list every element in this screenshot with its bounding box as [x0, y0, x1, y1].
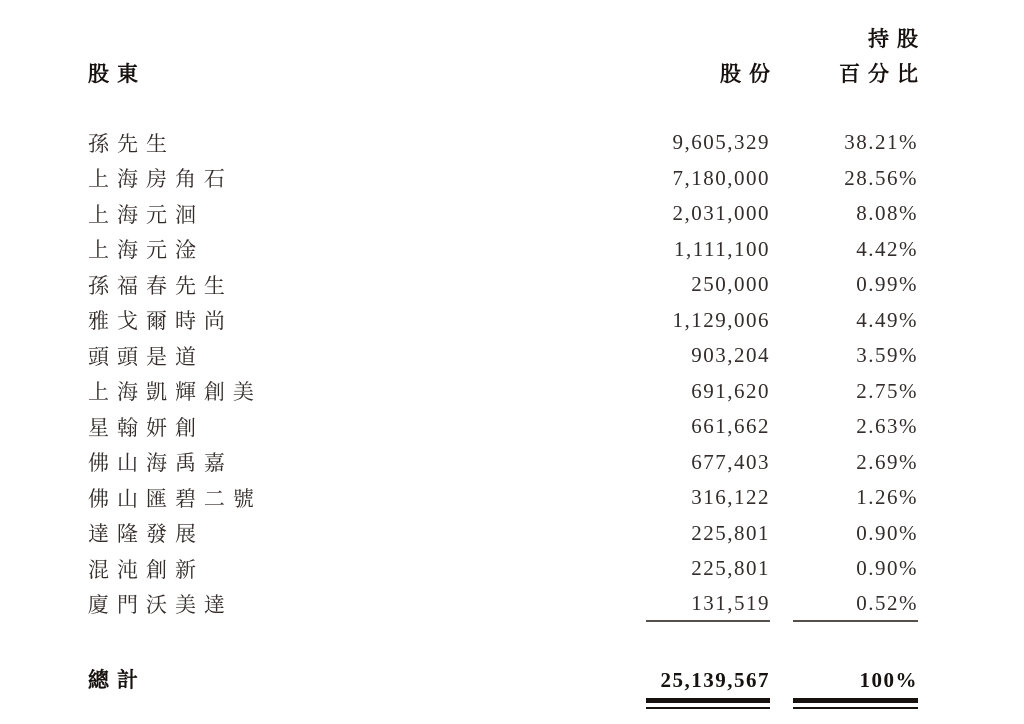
double-rule	[793, 698, 918, 709]
percent-value: 0.52%	[793, 587, 918, 623]
column-header-holding-line2	[793, 58, 926, 88]
shareholder-name: 上海凱輝創美	[88, 380, 262, 405]
table-row	[88, 267, 918, 303]
shares-value: 9,605,329	[672, 130, 770, 155]
table-header-line1	[88, 24, 926, 52]
percent-value: 0.90%	[856, 556, 918, 581]
column-header-shareholder-text: 股東	[88, 62, 146, 86]
shares-value: 903,204	[691, 343, 770, 368]
shareholder-name: 上海房角石	[88, 167, 233, 192]
total-shares-cell	[646, 665, 770, 709]
shareholder-table	[88, 24, 926, 709]
shareholder-name: 星翰妍創	[88, 415, 204, 440]
percent-value: 2.63%	[856, 414, 918, 439]
shares-value: 316,122	[691, 485, 770, 510]
column-header-shares	[646, 58, 778, 88]
total-shares-value: 25,139,567	[660, 668, 770, 692]
shareholder-name: 孫福春先生	[88, 273, 233, 298]
total-percent-value: 100%	[859, 668, 918, 692]
shares-value: 225,801	[691, 556, 770, 581]
shareholder-name: 廈門沃美達	[88, 593, 233, 618]
shares-value: 250,000	[691, 272, 770, 297]
percent-value: 2.75%	[856, 378, 918, 403]
table-row	[88, 196, 918, 232]
shares-value: 661,662	[691, 414, 770, 439]
shareholder-name: 混沌創新	[88, 557, 204, 582]
shareholder-name: 頭頭是道	[88, 344, 204, 369]
percent-value: 1.26%	[856, 485, 918, 510]
table-body	[88, 125, 918, 622]
total-percent-cell	[793, 665, 918, 709]
shares-value: 677,403	[691, 449, 770, 474]
column-header-holding-line1-text: 持股	[868, 27, 926, 51]
total-label: 總計	[88, 668, 146, 692]
table-row	[88, 445, 918, 481]
shares-value: 131,519	[646, 587, 770, 623]
table-row	[88, 587, 918, 623]
percent-value: 0.90%	[856, 520, 918, 545]
shareholder-name: 佛山匯碧二號	[88, 486, 262, 511]
shares-value: 691,620	[691, 378, 770, 403]
table-row	[88, 232, 918, 268]
shareholder-name: 上海元洄	[88, 202, 204, 227]
shareholder-name: 上海元淦	[88, 238, 204, 263]
table-header-line2	[88, 59, 926, 87]
double-rule	[646, 698, 770, 709]
percent-value: 38.21%	[844, 130, 918, 155]
table-row	[88, 161, 918, 197]
table-row	[88, 125, 918, 161]
shares-value: 7,180,000	[672, 165, 770, 190]
column-header-holding-line1	[793, 23, 926, 53]
shareholder-name: 佛山海禹嘉	[88, 451, 233, 476]
table-row	[88, 551, 918, 587]
table-row	[88, 374, 918, 410]
table-row	[88, 303, 918, 339]
column-header-shareholder	[88, 58, 646, 88]
total-row	[88, 665, 918, 709]
shareholder-name: 孫先生	[88, 131, 175, 156]
percent-value: 4.42%	[856, 236, 918, 261]
percent-value: 0.99%	[856, 272, 918, 297]
shares-value: 1,111,100	[674, 236, 770, 261]
percent-value: 28.56%	[844, 165, 918, 190]
shares-value: 225,801	[691, 520, 770, 545]
table-row	[88, 480, 918, 516]
column-header-holding-line2-text: 百分比	[839, 62, 926, 86]
column-header-shares-text: 股份	[720, 62, 778, 86]
table-row	[88, 409, 918, 445]
shares-value: 1,129,006	[672, 307, 770, 332]
shareholder-name: 雅戈爾時尚	[88, 309, 233, 334]
shares-value: 2,031,000	[672, 201, 770, 226]
percent-value: 3.59%	[856, 343, 918, 368]
percent-value: 8.08%	[856, 201, 918, 226]
table-row	[88, 516, 918, 552]
table-row	[88, 338, 918, 374]
percent-value: 2.69%	[856, 449, 918, 474]
shareholder-name: 達隆發展	[88, 522, 204, 547]
percent-value: 4.49%	[856, 307, 918, 332]
total-label-cell	[88, 665, 646, 695]
